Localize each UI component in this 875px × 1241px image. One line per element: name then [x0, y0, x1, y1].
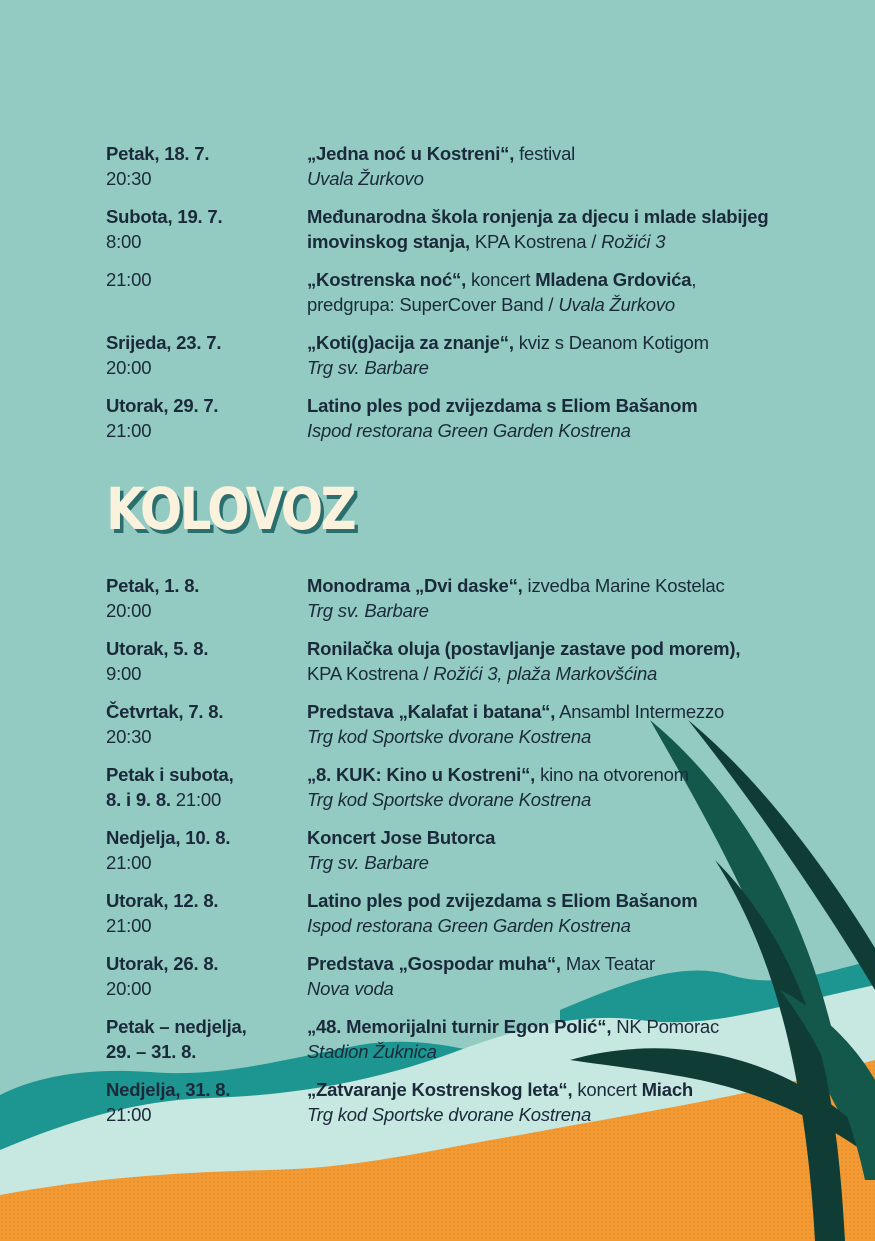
event-date-text: Utorak, 29. 7. — [106, 395, 219, 416]
event-date — [106, 573, 301, 623]
event-date-line — [106, 699, 301, 724]
event-date-line — [106, 1102, 301, 1127]
event-description-text: izvedba Marine Kostelac — [522, 575, 725, 596]
event-description — [307, 699, 847, 749]
event-description-line — [307, 762, 847, 787]
event-row — [0, 762, 875, 825]
event-date — [106, 1077, 301, 1127]
event-date-text: Nedjelja, 31. 8. — [106, 1079, 231, 1100]
event-row — [0, 573, 875, 636]
event-date-line — [106, 661, 301, 686]
event-date-text: 20:00 — [106, 357, 152, 378]
event-date — [106, 393, 301, 443]
event-date-text: Petak, 1. 8. — [106, 575, 200, 596]
event-description-line — [307, 913, 847, 938]
event-description-text: predgrupa: SuperCover Band / — [307, 294, 559, 315]
event-date — [106, 825, 301, 875]
event-description — [307, 573, 847, 623]
event-description-line — [307, 787, 847, 812]
event-description-text: „Kostrenska noć“, — [307, 269, 467, 290]
event-description-line — [307, 825, 847, 850]
event-date-line — [106, 825, 301, 850]
event-description-line — [307, 888, 847, 913]
event-description-text: „Koti(g)acija za znanje“, — [307, 332, 514, 353]
event-description-text: Predstava „Kalafat i batana“, — [307, 701, 556, 722]
event-description-text: Koncert Jose Butorca — [307, 827, 496, 848]
event-date-text: 20:30 — [106, 168, 152, 189]
event-description-line — [307, 724, 847, 749]
event-date-text: 20:00 — [106, 600, 152, 621]
event-description-text: Predstava „Gospodar muha“, — [307, 953, 561, 974]
event-description-line — [307, 1039, 847, 1064]
event-date-line — [106, 229, 301, 254]
event-date-line — [106, 951, 301, 976]
event-date-text: 9:00 — [106, 663, 142, 684]
event-description-text: Latino ples pod zvijezdama s Eliom Bašanom — [307, 890, 698, 911]
event-date-text: Petak, 18. 7. — [106, 143, 210, 164]
event-date-line — [106, 636, 301, 661]
event-description-line — [307, 418, 847, 443]
event-description-text: Trg kod Sportske dvorane Kostrena — [307, 726, 592, 747]
event-date-text: 8:00 — [106, 231, 142, 252]
event-description — [307, 888, 847, 938]
event-date-text: Petak – nedjelja, — [106, 1016, 247, 1037]
event-description-line — [307, 573, 847, 598]
event-date-text: 20:00 — [106, 978, 152, 999]
event-description-text: Trg kod Sportske dvorane Kostrena — [307, 789, 592, 810]
event-date-line — [106, 850, 301, 875]
event-date-text: Četvrtak, 7. 8. — [106, 701, 224, 722]
event-description-text: Trg kod Sportske dvorane Kostrena — [307, 1104, 592, 1125]
event-description-text: Ispod restorana Green Garden Kostrena — [307, 915, 631, 936]
event-description-text: Monodrama „Dvi daske“, — [307, 575, 523, 596]
event-description-text: Međunarodna škola ronjenja za djecu i mlade slabijeg — [307, 206, 769, 227]
event-row — [0, 636, 875, 699]
event-row — [0, 1014, 875, 1077]
event-description-line — [307, 1077, 847, 1102]
event-description-text: Trg sv. Barbare — [307, 600, 429, 621]
event-description-line — [307, 141, 847, 166]
event-date — [106, 636, 301, 686]
event-description — [307, 951, 847, 1001]
event-description-line — [307, 598, 847, 623]
event-date-text: Srijeda, 23. 7. — [106, 332, 222, 353]
event-date-line — [106, 913, 301, 938]
event-description-text: Uvala Žurkovo — [307, 168, 424, 189]
event-date-line — [106, 1039, 301, 1064]
event-row — [0, 699, 875, 762]
event-description-text: koncert — [572, 1079, 642, 1100]
event-date-text: 21:00 — [170, 789, 222, 810]
event-description — [307, 762, 847, 812]
event-date — [106, 204, 301, 254]
event-description-text: Rožići 3, plaža Markovšćina — [433, 663, 658, 684]
event-description-line — [307, 699, 847, 724]
event-description-line — [307, 850, 847, 875]
event-description — [307, 267, 847, 317]
event-date-line — [106, 141, 301, 166]
event-description-text: Ispod restorana Green Garden Kostrena — [307, 420, 631, 441]
event-description — [307, 825, 847, 875]
event-description-text: Uvala Žurkovo — [558, 294, 675, 315]
event-date — [106, 330, 301, 380]
event-date-line — [106, 598, 301, 623]
event-description-line — [307, 330, 847, 355]
event-description-text: Rožići 3 — [601, 231, 666, 252]
event-description-line — [307, 204, 847, 229]
event-date-text: Utorak, 26. 8. — [106, 953, 219, 974]
event-description-line — [307, 1102, 847, 1127]
event-description — [307, 1077, 847, 1127]
event-date-line — [106, 573, 301, 598]
event-row — [0, 204, 875, 267]
event-description-text: Ronilačka oluja (postavljanje zastave pod morem), — [307, 638, 741, 659]
event-description-text: Miach — [641, 1079, 694, 1100]
event-description-text: Ansambl Intermezzo — [555, 701, 725, 722]
event-description-text: Mladena Grdovića — [535, 269, 692, 290]
event-date — [106, 267, 301, 292]
event-date-line — [106, 888, 301, 913]
event-date-line — [106, 1014, 301, 1039]
event-row — [0, 951, 875, 1014]
event-description-text: imovinskog stanja, — [307, 231, 470, 252]
event-date-line — [106, 267, 301, 292]
event-description-line — [307, 1014, 847, 1039]
event-description — [307, 204, 847, 254]
event-description — [307, 393, 847, 443]
event-description-text: kviz s Deanom Kotigom — [513, 332, 709, 353]
event-description-line — [307, 292, 847, 317]
event-row — [0, 330, 875, 393]
event-description-text: kino na otvorenom — [535, 764, 689, 785]
event-date-line — [106, 204, 301, 229]
event-description — [307, 330, 847, 380]
event-description-text: Nova voda — [307, 978, 394, 999]
event-date-line — [106, 418, 301, 443]
event-date-text: 20:30 — [106, 726, 152, 747]
event-date-text: Utorak, 12. 8. — [106, 890, 219, 911]
event-description — [307, 141, 847, 191]
event-date-line — [106, 762, 301, 787]
event-description-text: NK Pomorac — [611, 1016, 720, 1037]
event-description — [307, 636, 847, 686]
event-date-text: 21:00 — [106, 852, 152, 873]
event-date-text: 29. – 31. 8. — [106, 1041, 197, 1062]
event-date-text: 21:00 — [106, 269, 152, 290]
event-date-line — [106, 976, 301, 1001]
event-date-text: Petak i subota, — [106, 764, 234, 785]
event-date-line — [106, 393, 301, 418]
event-date — [106, 699, 301, 749]
event-description-text: KPA Kostrena / — [307, 663, 434, 684]
event-description-text: festival — [514, 143, 576, 164]
event-date-line — [106, 787, 301, 812]
event-date — [106, 888, 301, 938]
event-row — [0, 1077, 875, 1140]
event-date — [106, 141, 301, 191]
event-description-text: koncert — [466, 269, 536, 290]
event-description-line — [307, 229, 847, 254]
event-date-text: 8. i 9. 8. — [106, 789, 171, 810]
event-date — [106, 1014, 301, 1064]
event-description-text: „48. Memorijalni turnir Egon Polić“, — [307, 1016, 612, 1037]
event-description-text: Latino ples pod zvijezdama s Eliom Bašanom — [307, 395, 698, 416]
event-description-text: Trg sv. Barbare — [307, 357, 429, 378]
event-description-text: „Jedna noć u Kostreni“, — [307, 143, 515, 164]
event-date — [106, 762, 301, 812]
event-date-text: Utorak, 5. 8. — [106, 638, 209, 659]
event-description-line — [307, 661, 847, 686]
event-description-line — [307, 976, 847, 1001]
event-description — [307, 1014, 847, 1064]
event-row — [0, 825, 875, 888]
event-description-text: „Zatvaranje Kostrenskog leta“, — [307, 1079, 573, 1100]
july-schedule — [0, 141, 875, 456]
event-description-text: KPA Kostrena / — [469, 231, 602, 252]
event-description-line — [307, 355, 847, 380]
event-date — [106, 951, 301, 1001]
event-date-text: 21:00 — [106, 420, 152, 441]
august-schedule — [0, 573, 875, 1140]
event-description-line — [307, 636, 847, 661]
event-description-line — [307, 166, 847, 191]
event-date-text: 21:00 — [106, 1104, 152, 1125]
event-description-text: „8. KUK: Kino u Kostreni“, — [307, 764, 536, 785]
event-description-text: Trg sv. Barbare — [307, 852, 429, 873]
event-date-line — [106, 355, 301, 380]
event-date-line — [106, 1077, 301, 1102]
event-date-line — [106, 724, 301, 749]
event-date-text: Nedjelja, 10. 8. — [106, 827, 231, 848]
event-date-line — [106, 330, 301, 355]
event-description-line — [307, 393, 847, 418]
event-description-line — [307, 267, 847, 292]
event-row — [0, 267, 875, 330]
event-date-text: Subota, 19. 7. — [106, 206, 223, 227]
event-row — [0, 141, 875, 204]
event-description-line — [307, 951, 847, 976]
event-description-text: , — [691, 269, 697, 290]
event-description-text: Stadion Žuknica — [307, 1041, 437, 1062]
event-date-line — [106, 166, 301, 191]
event-date-text: 21:00 — [106, 915, 152, 936]
event-description-text: Max Teatar — [560, 953, 655, 974]
month-title-august: KOLOVOZ — [106, 475, 355, 543]
event-row — [0, 888, 875, 951]
event-row — [0, 393, 875, 456]
